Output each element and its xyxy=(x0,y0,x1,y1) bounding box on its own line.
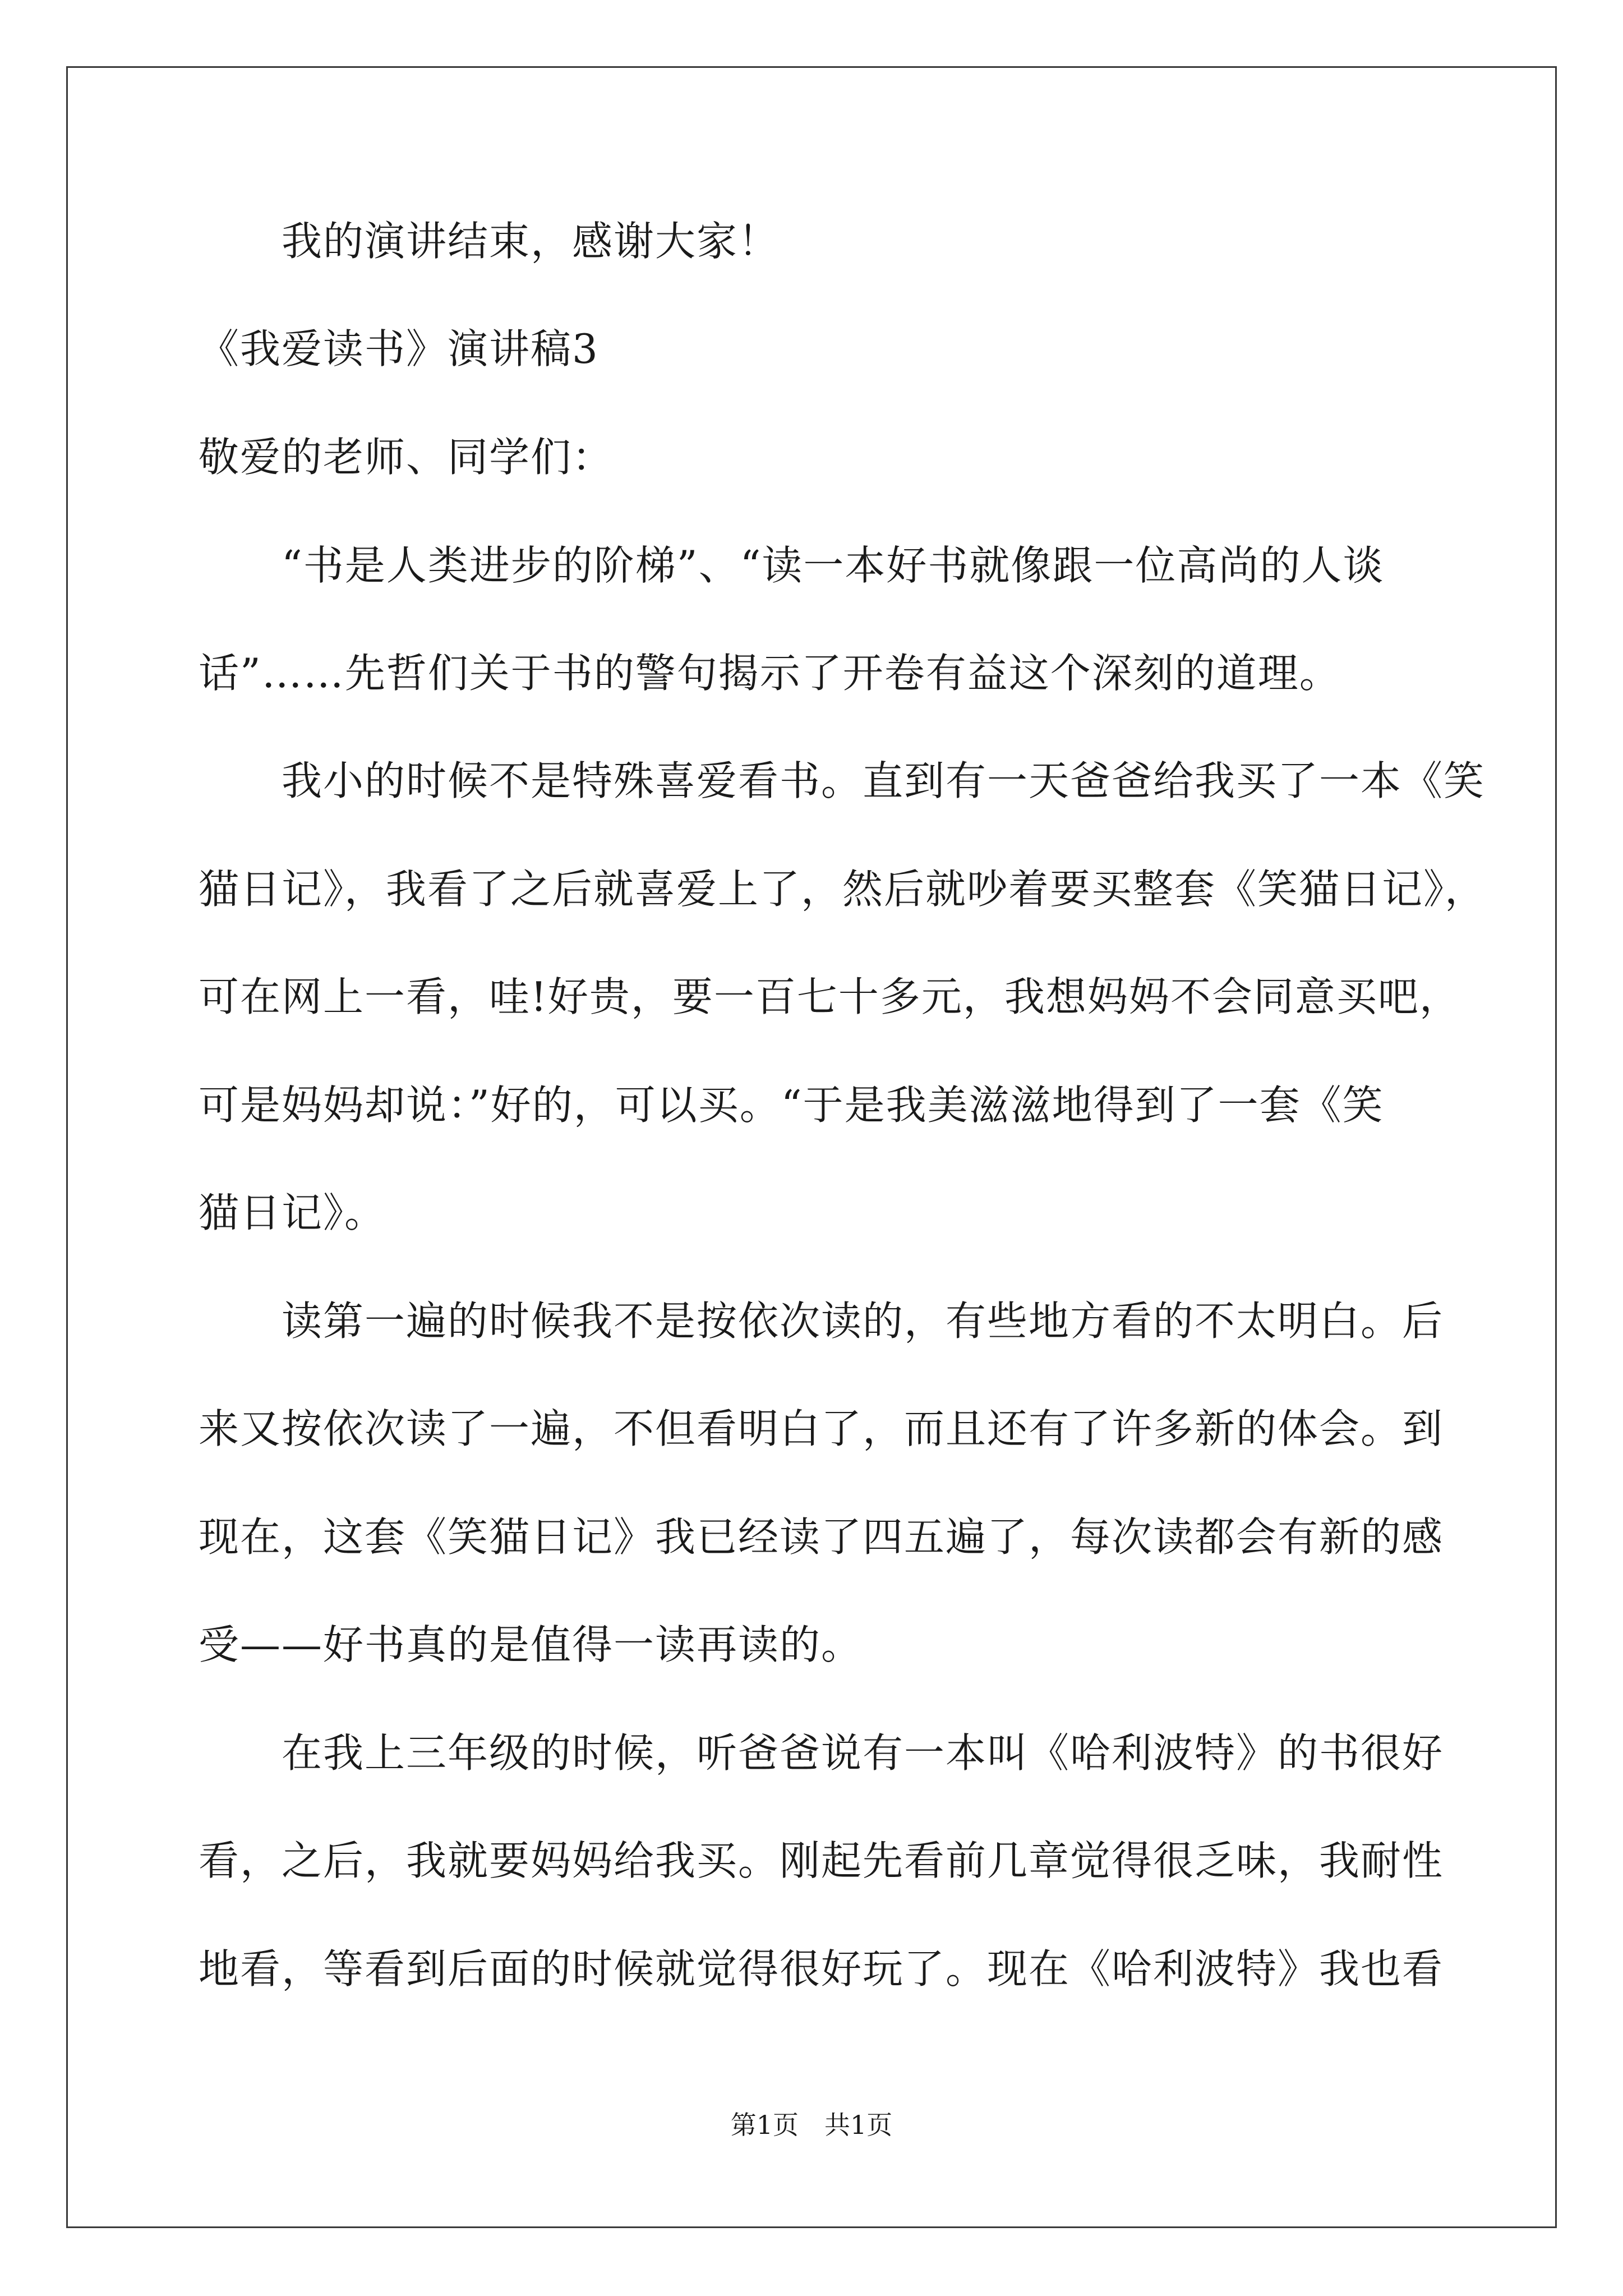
text-line: 我的演讲结束，感谢大家！ xyxy=(199,218,780,265)
text-line: 看，之后，我就要妈妈给我买。刚起先看前几章觉得很乏味，我耐性 xyxy=(199,1837,1444,1884)
text-line: 可是妈妈却说：”好的，可以买。“于是我美滋滋地得到了一套《笑 xyxy=(199,1082,1384,1129)
text-line: 读第一遍的时候我不是按依次读的，有些地方看的不太明白。后 xyxy=(199,1297,1444,1345)
text-line: 来又按依次读了一遍，不但看明白了，而且还有了许多新的体会。到 xyxy=(199,1405,1444,1452)
page-total: 共1页 xyxy=(824,2110,893,2140)
text-line: 我小的时候不是特殊喜爱看书。直到有一天爸爸给我买了一本《笑 xyxy=(199,757,1486,804)
text-line: 地看，等看到后面的时候就觉得很好玩了。现在《哈利波特》我也看 xyxy=(199,1945,1444,1993)
text-line: 现在，这套《笑猫日记》我已经读了四五遍了，每次读都会有新的感 xyxy=(199,1513,1444,1561)
salutation: 敬爱的老师、同学们： xyxy=(199,434,614,481)
text-line: 猫日记》，我看了之后就喜爱上了，然后就吵着要买整套《笑猫日记》， xyxy=(199,866,1487,913)
page-number: 第1页 xyxy=(730,2110,799,2140)
section-heading: 《我爱读书》演讲稿3 xyxy=(199,325,599,372)
text-line: “书是人类进步的阶梯”、“读一本好书就像跟一位高尚的人谈 xyxy=(199,542,1385,589)
text-line: 话”……先哲们关于书的警句揭示了开卷有益这个深刻的道理。 xyxy=(199,650,1341,697)
page-footer xyxy=(0,2108,1623,2142)
text-line: 受——好书真的是值得一读再读的。 xyxy=(199,1621,863,1668)
text-line: 猫日记》。 xyxy=(199,1189,386,1236)
page-border xyxy=(66,66,1557,2228)
text-line: 可在网上一看，哇!好贵，要一百七十多元，我想妈妈不会同意买吧， xyxy=(199,973,1461,1020)
text-line: 在我上三年级的时候，听爸爸说有一本叫《哈利波特》的书很好 xyxy=(199,1729,1444,1777)
